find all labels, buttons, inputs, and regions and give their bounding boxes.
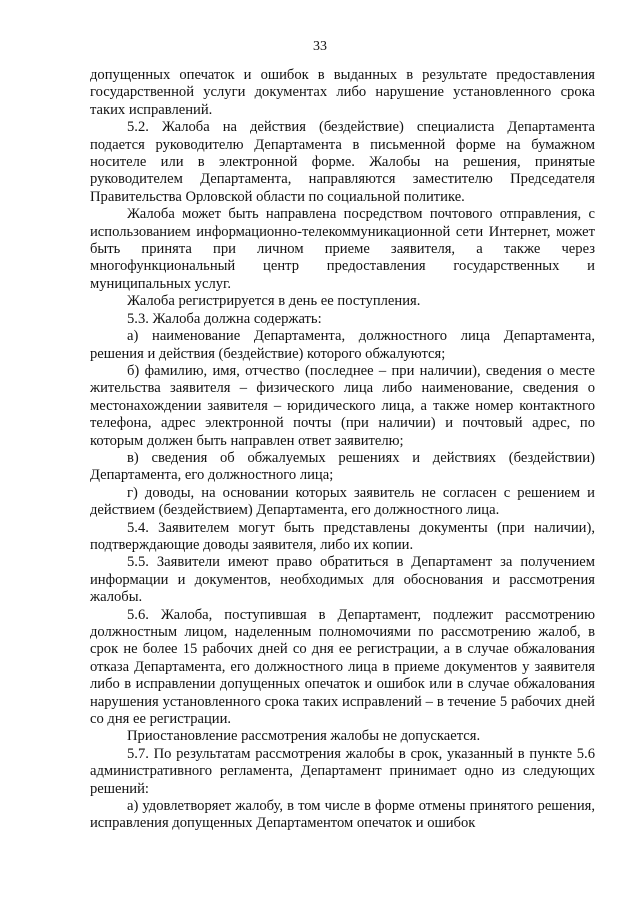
page-number: 33 xyxy=(313,39,327,54)
list-item-a: а) наименование Департамента, должностного лица Департамента, решения и действия (бездействие) которого обжалуются; xyxy=(90,328,595,362)
paragraph-5-2: 5.2. Жалоба на действия (бездействие) специалиста Департамента подается руководителю Департамента в письменной форме на бумажном носителе или в электронной форме. Жалобы на решения, принятые руководителем Департамента, направляются заместителю Председателя Правительства Орловской области по социальной политике. xyxy=(90,119,595,205)
paragraph-5-5: 5.5. Заявители имеют право обратиться в Департамент за получением информации и документов, необходимых для обоснования и рассмотрения жалобы. xyxy=(90,554,595,606)
paragraph-complaint-channels: Жалоба может быть направлена посредством почтового отправления, с использованием информационно-телекоммуникационной сети Интернет, может быть принята при личном приеме заявителя, а также через многофункциональный центр предоставления государственных и муниципальных услуг. xyxy=(90,206,595,292)
paragraph-suspension: Приостановление рассмотрения жалобы не допускается. xyxy=(127,728,481,745)
paragraph-continuation: допущенных опечаток и ошибок в выданных в результате предоставления государственной услуги документах либо нарушение установленного срока таких исправлений. xyxy=(90,67,595,118)
paragraph-registration: Жалоба регистрируется в день ее поступления. xyxy=(127,293,421,310)
paragraph-5-3: 5.3. Жалоба должна содержать: xyxy=(127,310,322,327)
list-item-a-decision: а) удовлетворяет жалобу, в том числе в форме отмены принятого решения, исправления допущенных Департаментом опечаток и ошибок xyxy=(90,798,595,832)
document-body xyxy=(90,67,595,833)
list-item-v: в) сведения об обжалуемых решениях и действиях (бездействии) Департамента, его должностного лица; xyxy=(90,449,595,484)
paragraph-5-7: 5.7. По результатам рассмотрения жалобы в срок, указанный в пункте 5.6 административного регламента, Департамент принимает одно из следующих решений: xyxy=(90,745,595,797)
list-item-g: г) доводы, на основании которых заявитель не согласен с решением и действием (бездействием) Департамента, его должностного лица. xyxy=(90,484,595,519)
list-item-b: б) фамилию, имя, отчество (последнее – при наличии), сведения о месте жительства заявителя – физического лица либо наименование, сведения о местонахождении заявителя – юридического лица, а также номер контактного телефона, адрес электронной почты (при наличии) и почтовый адрес, по которым должен быть направлен ответ заявителю; xyxy=(90,362,595,449)
paragraph-5-6: 5.6. Жалоба, поступившая в Департамент, подлежит рассмотрению должностным лицом, наделенным полномочиями по рассмотрению жалоб, в срок не более 15 рабочих дней со дня ее регистрации, а в случае обжалования отказа Департамента, его должностного лица в приеме документов у заявителя либо в исправлении допущенных опечаток и ошибок или в случае обжалования нарушения установленного срока таких исправлений – в течение 5 рабочих дней со дня ее регистрации. xyxy=(90,606,595,728)
paragraph-5-4: 5.4. Заявителем могут быть представлены документы (при наличии), подтверждающие доводы заявителя, либо их копии. xyxy=(90,519,595,553)
